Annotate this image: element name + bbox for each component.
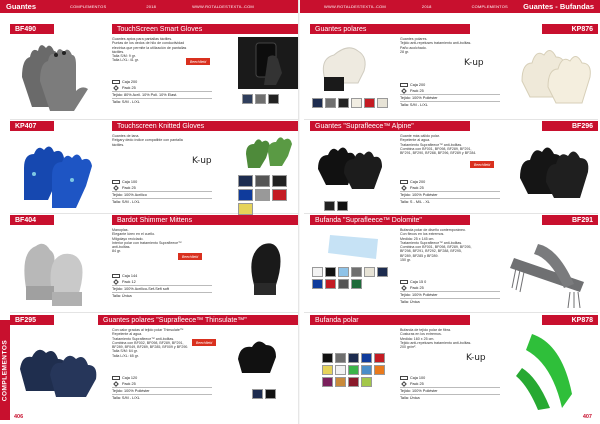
product-code: BF295 — [10, 315, 54, 325]
product-code: BF404 — [10, 215, 54, 225]
product-photo-secondary — [228, 329, 298, 385]
product-BF490 — [10, 24, 300, 120]
product-code: KP407 — [10, 121, 54, 131]
left-section-title: Guantes — [6, 2, 37, 11]
color-swatch — [255, 94, 266, 104]
color-swatch — [377, 98, 388, 108]
brand-logo: K-up — [192, 156, 212, 166]
product-BF291 — [304, 215, 598, 313]
brand-logo: K-up — [466, 353, 486, 363]
product-specs: Caja 200 Pack 25 Tejido: 100% Poliéster Talla: S - M/L - XL — [400, 179, 500, 205]
color-swatch — [377, 267, 388, 277]
color-swatch — [255, 189, 270, 201]
product-photo-secondary — [232, 231, 298, 307]
color-swatch — [338, 279, 349, 289]
color-swatch — [351, 279, 362, 289]
product-name: Bardot Shimmer Mittens — [112, 215, 298, 225]
color-swatch — [312, 279, 323, 289]
color-swatches — [312, 267, 394, 289]
header-year: 2018 — [146, 4, 157, 9]
color-swatches — [324, 201, 348, 211]
brand-logo: Beechfield — [178, 253, 202, 260]
product-KP878 — [304, 315, 598, 411]
color-swatch — [312, 98, 323, 108]
side-section-tab: COMPLEMENTOS — [0, 320, 10, 420]
product-photo-secondary — [238, 134, 298, 172]
product-photo — [12, 228, 102, 310]
color-swatch — [322, 365, 333, 375]
product-specs: Caja 200 Pack 25 Tejido: 100% Poliéster Talla: S/M - L/XL — [400, 82, 500, 108]
product-description: Manoplas. Elegante lúrex en el cuello. Milgolayo reciclado. Interior polar con tratamiento Suprafleece™ anti-bolitas. 84 gr. — [112, 228, 182, 254]
color-swatch — [322, 377, 333, 387]
color-swatch — [324, 201, 335, 211]
color-swatch — [337, 201, 348, 211]
product-photo-main — [508, 228, 596, 312]
color-swatch — [268, 94, 279, 104]
color-swatch — [325, 267, 336, 277]
color-swatch — [335, 353, 346, 363]
product-description: Bufanda polar de diseño contemporáneo. Con flecos en los extremos. Medida: 25 x 145 cm. Tratamiento Suprafleece™ anti-bolitas. Combina con BF001, BF098, BF289, BF295, BF298, BF291, BF292, BF288, BF295, BF289, BF285 y BF289. 150 gr. — [400, 228, 472, 263]
product-photo — [12, 134, 102, 212]
color-swatch — [361, 377, 372, 387]
color-swatches — [242, 94, 279, 104]
color-swatch — [335, 365, 346, 375]
color-swatch — [272, 175, 287, 187]
product-photo — [312, 135, 390, 197]
product-description: Guantes polares. Tejido anti-repeluses tratamiento anti-bolitas. Paño acolchado. 28 gr. — [400, 37, 472, 54]
product-name: Touchscreen Knitted Gloves — [112, 121, 298, 131]
color-swatch — [364, 98, 375, 108]
product-name: Guantes polares "Suprafleece™ Thinsulate™" — [98, 315, 298, 325]
product-photo — [12, 37, 98, 117]
color-swatch — [361, 353, 372, 363]
header-website: WWW.ROTALDESTEXTIL.COM — [324, 4, 386, 9]
right-header-bar — [300, 0, 600, 13]
product-code: BF291 — [542, 215, 598, 225]
header-label: COMPLEMENTOS — [70, 4, 107, 9]
product-KP407 — [10, 121, 300, 214]
product-BF296 — [304, 121, 598, 214]
page-number: 407 — [582, 414, 592, 420]
color-swatch — [338, 98, 349, 108]
color-swatch — [348, 365, 359, 375]
product-KP876 — [304, 24, 598, 120]
header-label: COMPLEMENTOS — [471, 4, 508, 9]
product-photo-secondary — [238, 37, 298, 89]
left-header-bar — [0, 0, 300, 13]
product-code: KP876 — [542, 24, 598, 34]
product-photo-main — [508, 328, 596, 410]
product-photo — [14, 329, 100, 405]
product-name: Guantes polares — [310, 24, 470, 34]
color-swatch — [238, 175, 253, 187]
product-specs: Caja 100 Pack 25 Tejido: 100% Acrilico Talla: S/M - L/XL — [112, 179, 212, 205]
product-photo — [312, 229, 392, 263]
product-name: TouchScreen Smart Gloves — [112, 24, 298, 34]
color-swatches — [238, 175, 300, 215]
color-swatch — [255, 175, 270, 187]
product-specs: Caja 15 0 Pack 25 Tejido: 100% Poliéster Talla: Única — [400, 279, 500, 305]
product-specs: Caja 100 Pack 25 Tejido: 100% Poliéster Talla: Única — [400, 375, 500, 401]
page-number: 406 — [14, 414, 24, 420]
product-name: Bufanda "Suprafleece™ Dolomite" — [310, 215, 470, 225]
product-photo-main — [514, 37, 596, 117]
color-swatches — [252, 389, 276, 399]
color-swatch — [348, 377, 359, 387]
product-BF404 — [10, 215, 300, 313]
product-photo — [312, 37, 378, 95]
product-code: BF296 — [542, 121, 598, 131]
product-description: Guante más cálido polar. Repelente al agua. Tratamiento Suprafleece™ anti-bolitas. Combina con BF001, BF098, BF289, BF291, BF291, BF290, BF288, BF296, BF289 y BF284. — [400, 134, 477, 156]
color-swatch — [364, 267, 375, 277]
color-swatches — [322, 353, 392, 387]
product-specs: Caja 144 Pack 12 Tejido: 100% Acrílico-Sef-Sefi soft Talla: Única — [112, 273, 212, 299]
brand-logo: Beechfield — [470, 161, 494, 168]
brand-logo: Beechfield — [186, 58, 210, 65]
color-swatch — [312, 267, 323, 277]
color-swatch — [325, 98, 336, 108]
color-swatch — [335, 377, 346, 387]
color-swatch — [325, 279, 336, 289]
product-BF295 — [10, 315, 300, 411]
color-swatch — [238, 203, 253, 215]
right-section-title: Guantes - Bufandas — [523, 2, 594, 11]
header-website: WWW.ROTALDESTEXTIL.COM — [192, 4, 254, 9]
product-description: Guantes aptos para pantallas táctiles. Puntas de los dedos de hilo de conductividad electrica que permite la utilización de pantallas táctiles. Talla S/M: 9 gr. Talla L/XL: 41 gr. — [112, 37, 187, 63]
color-swatch — [238, 189, 253, 201]
product-description: Guantes de lana. Relgary dedo índice compatible con pantalla táctiles. — [112, 134, 183, 147]
product-name: Guantes "Suprafleece™ Alpine" — [310, 121, 470, 131]
color-swatch — [252, 389, 263, 399]
product-specs: Caja 200 Pack 25 Tejido: 80% Acril. 10% Poli. 10% Elast. Talla: S/M - L/XL — [112, 79, 212, 105]
header-year: 2018 — [421, 4, 432, 9]
product-specs: Caja 120 Pack 25 Tejido: 100% Poliéster Talla: S/M - L/XL — [112, 375, 212, 401]
product-description: Bufanda de tejido polar de fibra. Costuras en los extremos. Medida: 160 x 25 cm. Tejido anti-repeluses tratamiento anti-bolitas. 200 gr/m². — [400, 328, 472, 350]
color-swatch — [322, 353, 333, 363]
color-swatch — [265, 389, 276, 399]
color-swatch — [374, 365, 385, 375]
color-swatch — [351, 267, 362, 277]
color-swatch — [242, 94, 253, 104]
color-swatch — [272, 189, 287, 201]
color-swatch — [338, 267, 349, 277]
product-code: BF490 — [10, 24, 54, 34]
color-swatch — [374, 353, 385, 363]
brand-logo: Beechfield — [192, 339, 216, 346]
brand-logo: K-up — [464, 58, 484, 68]
product-photo-main — [510, 134, 596, 212]
color-swatches — [312, 98, 394, 108]
color-swatch — [348, 353, 359, 363]
product-code: KP878 — [542, 315, 598, 325]
right-page — [300, 0, 600, 424]
product-description: Con calor gracias al tejido polar Thinsulate™ Repelente al agua. Tratamiento Suprafleece™ anti-bolitas. Combina con BF002, BF098, BF289, BF291, BF289, BF049, BF289, BF285, BF009 y BF290. Talla S/M: 64 gr. Talla L/XL: 65 gr. — [112, 328, 189, 358]
color-swatch — [351, 98, 362, 108]
color-swatch — [361, 365, 372, 375]
product-name: Bufanda polar — [310, 315, 470, 325]
